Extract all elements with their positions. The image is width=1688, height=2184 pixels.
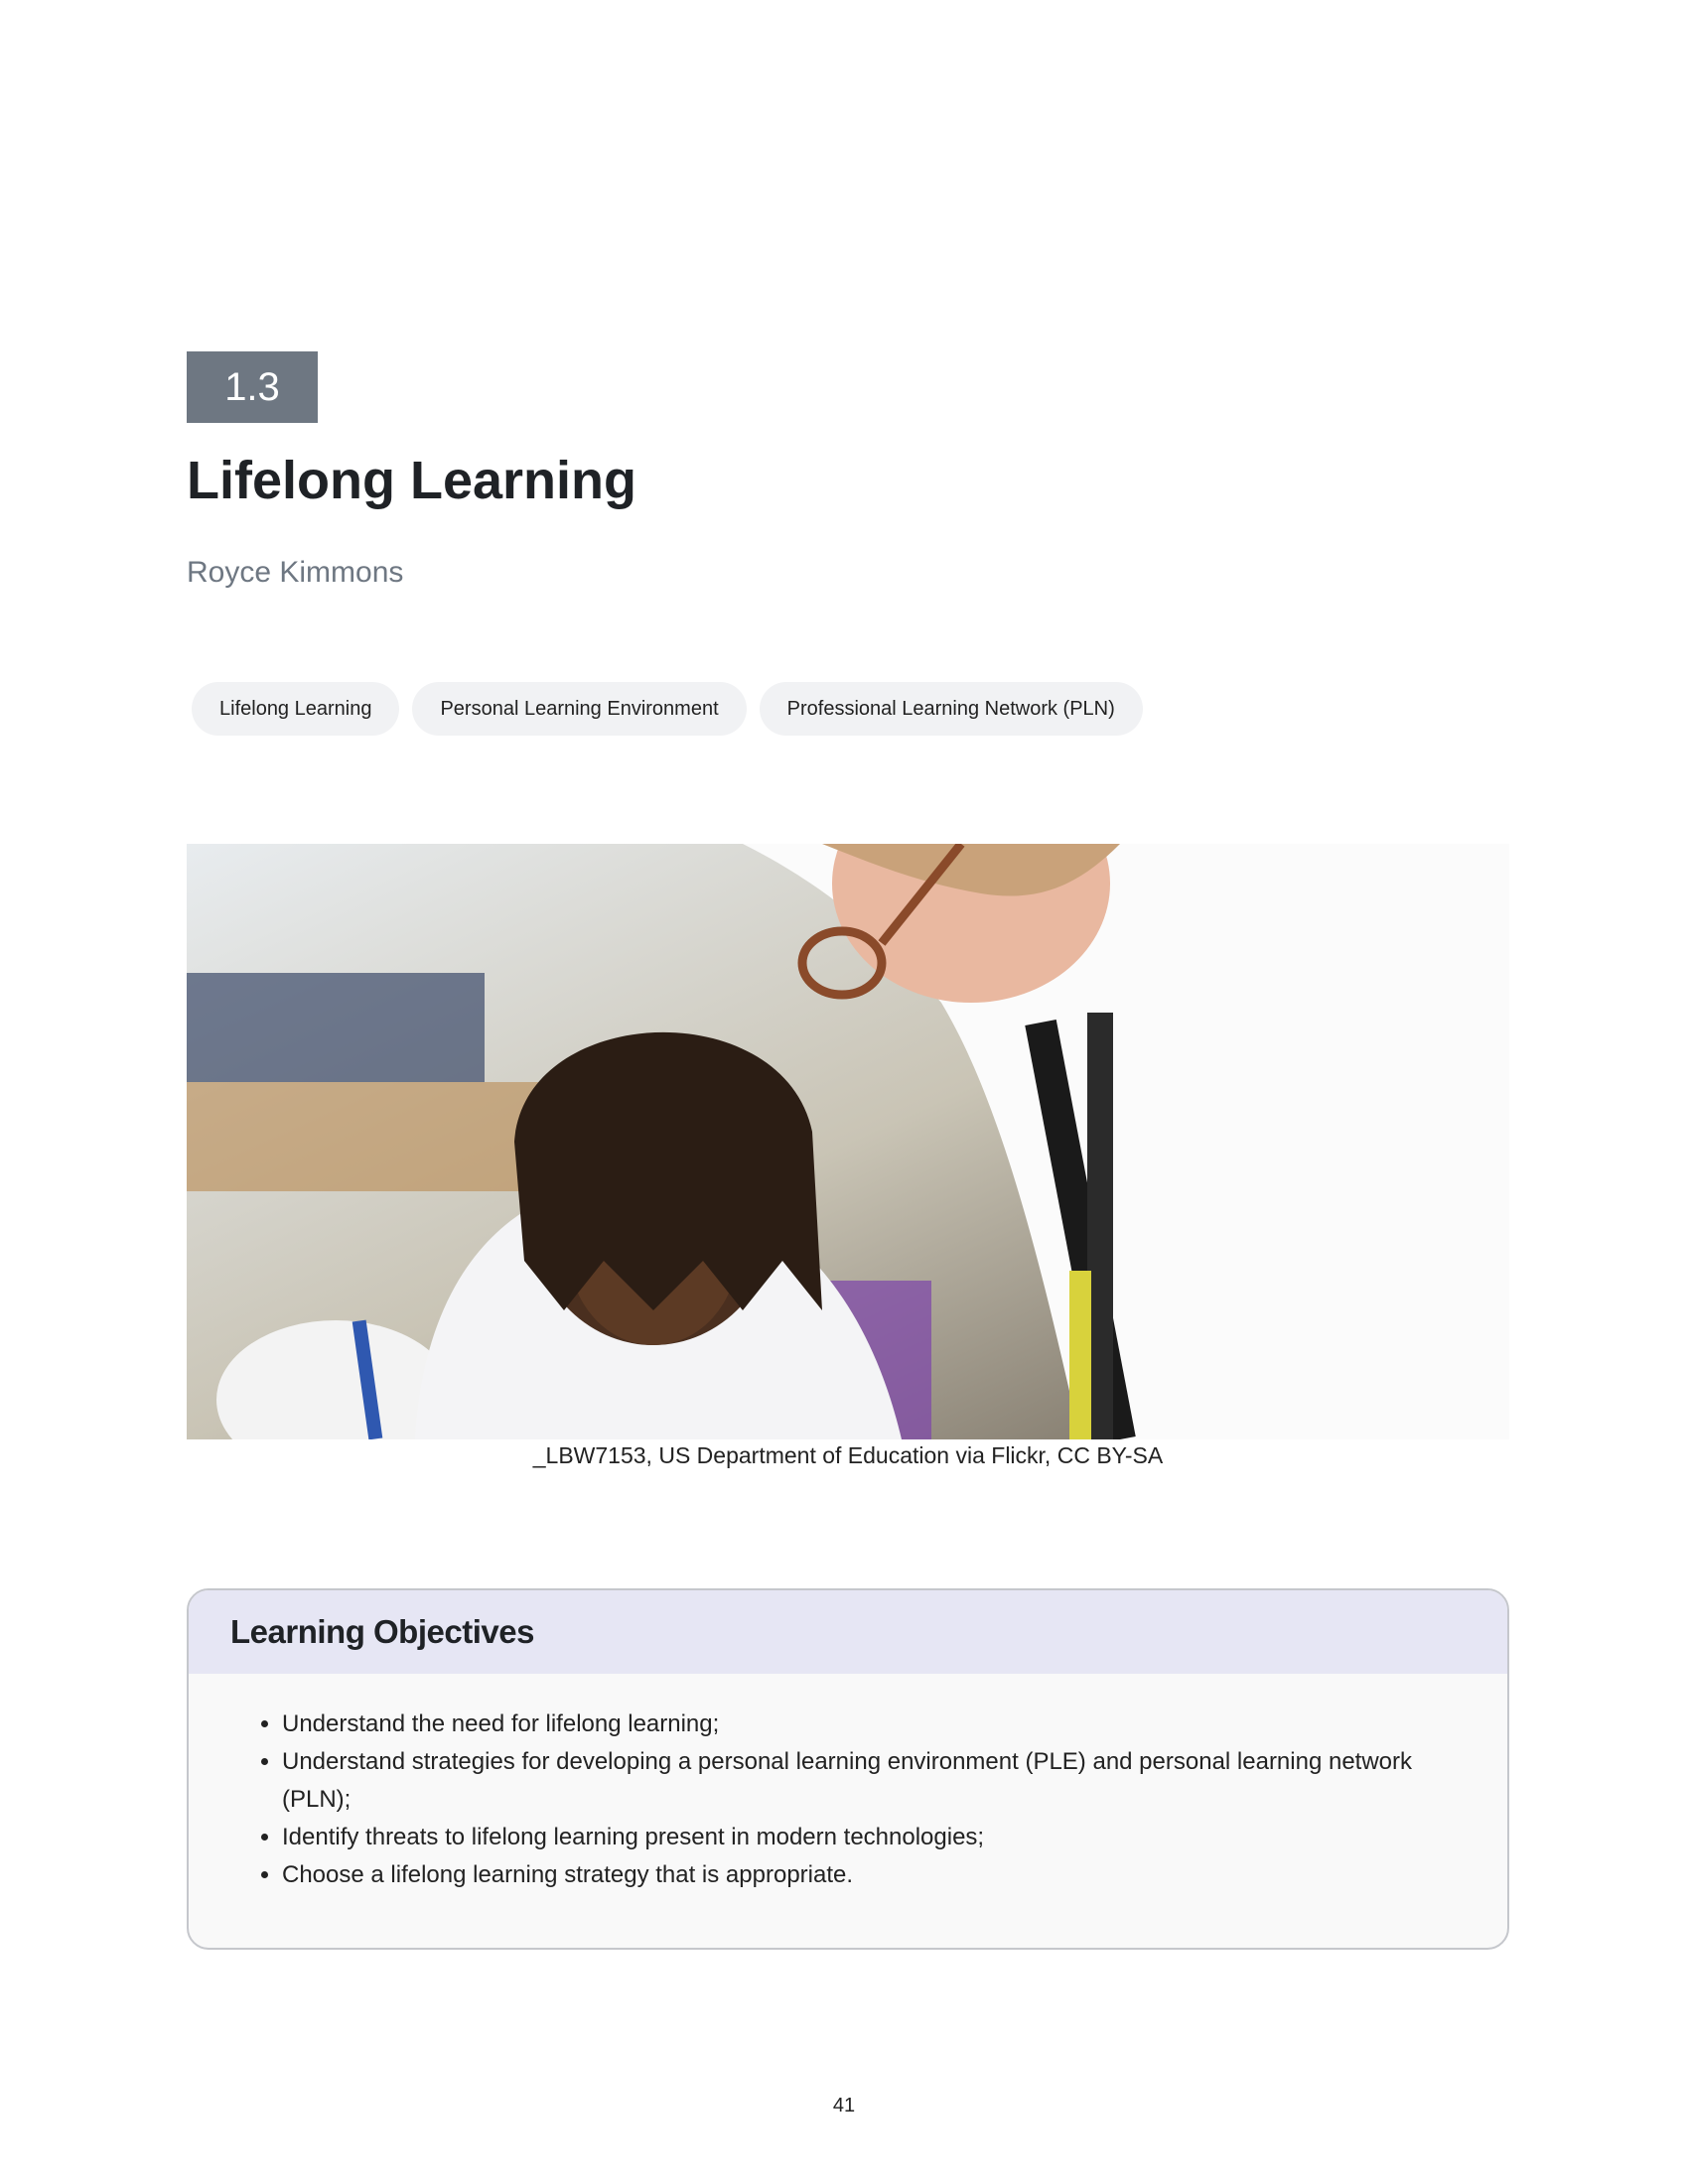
chapter-title: Lifelong Learning bbox=[187, 451, 636, 510]
photo-caption: _LBW7153, US Department of Education via Flickr, CC BY-SA bbox=[532, 1442, 1164, 1468]
section-number-badge: 1.3 bbox=[187, 351, 318, 423]
tag-list bbox=[192, 682, 1143, 736]
author-name: Royce Kimmons bbox=[187, 556, 404, 589]
learning-objectives-box bbox=[187, 1588, 1509, 1950]
list-item: • Identify threats to lifelong learning present in modern technologies; bbox=[282, 1819, 1468, 1856]
tag-professional-learning-network[interactable]: Professional Learning Network (PLN) bbox=[760, 682, 1143, 736]
list-item: • Understand the need for lifelong learning; bbox=[282, 1706, 1468, 1743]
page-number: 41 bbox=[832, 2095, 856, 2116]
classroom-photo bbox=[187, 844, 1509, 1439]
list-item: • Choose a lifelong learning strategy that is appropriate. bbox=[282, 1856, 1468, 1894]
tag-lifelong-learning[interactable]: Lifelong Learning bbox=[192, 682, 399, 736]
list-item: • Understand strategies for developing a personal learning environment (PLE) and personal learning network (PLN); bbox=[282, 1743, 1468, 1819]
learning-objectives-list bbox=[189, 1674, 1507, 1894]
learning-objectives-heading: Learning Objectives bbox=[189, 1590, 1507, 1674]
tag-personal-learning-environment[interactable]: Personal Learning Environment bbox=[412, 682, 746, 736]
